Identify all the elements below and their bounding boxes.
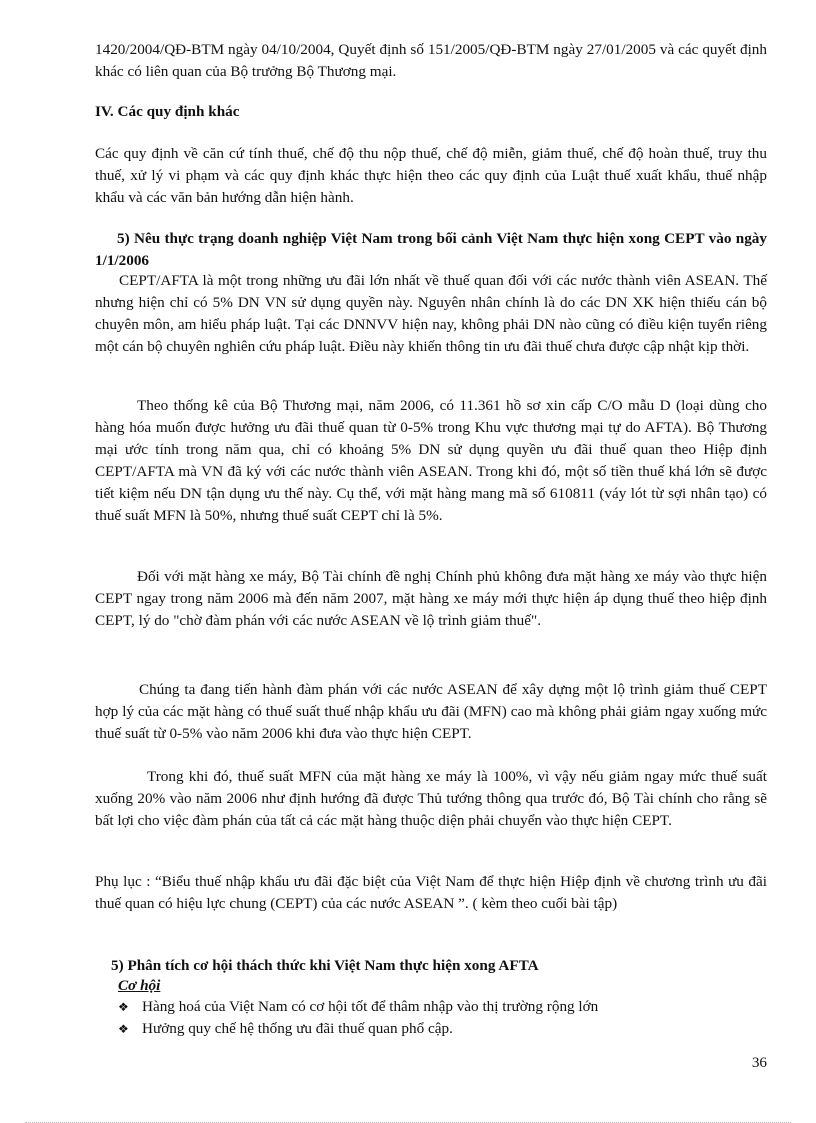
paragraph-motorcycles: Đối với mặt hàng xe máy, Bộ Tài chính đề nghị Chính phủ không đưa mặt hàng xe máy vào thực hiện CEPT ngay trong năm 2006 mà đến năm 2007, mặt hàng xe máy mới thực hiện áp dụng thuế theo hiệp định CEPT, lý do "chờ đàm phán với các nước ASEAN về lộ trình giảm thuế". xyxy=(95,568,767,629)
opportunity-list xyxy=(118,996,758,1040)
section-iv-heading: IV. Các quy định khác xyxy=(95,103,240,120)
diamond-bullet-icon: ❖ xyxy=(118,1000,129,1014)
opportunity-heading: Cơ hội xyxy=(118,977,161,994)
question5-heading: 5) Nêu thực trạng doanh nghiệp Việt Nam trong bối cảnh Việt Nam thực hiện xong CEPT vào ngày 1/1/2006 xyxy=(95,230,767,269)
intro-paragraph: 1420/2004/QĐ-BTM ngày 04/10/2004, Quyết định số 151/2005/QĐ-BTM ngày 27/01/2005 và các quyết định khác có liên quan của Bộ trưởng Bộ Thương mại. xyxy=(95,41,767,80)
diamond-bullet-icon: ❖ xyxy=(118,1022,129,1036)
bullet-text: Hàng hoá của Việt Nam có cơ hội tốt để thâm nhập vào thị trường rộng lớn xyxy=(142,998,599,1015)
paragraph-mfn-rate: Trong khi đó, thuế suất MFN của mặt hàng xe máy là 100%, vì vậy nếu giảm ngay mức thuế suất xuống 20% vào năm 2006 như định hướng đã được Thủ tướng thông qua trước đó, Bộ Tài chính cho rằng sẽ bất lợi cho việc đàm phán của tất cả các mặt hàng thuộc diện phải chuyển vào thực hiện CEPT. xyxy=(95,768,767,829)
list-item xyxy=(118,996,758,1018)
analysis-heading: 5) Phân tích cơ hội thách thức khi Việt Nam thực hiện xong AFTA xyxy=(111,957,539,974)
list-item xyxy=(118,1018,758,1040)
section-iv-paragraph: Các quy định về căn cứ tính thuế, chế độ thu nộp thuế, chế độ miễn, giảm thuế, chế độ hoàn thuế, truy thu thuế, xử lý vi phạm và các quy định khác thực hiện theo các quy định của Luật thuế xuất khẩu, thuế nhập khẩu và các văn bản hướng dẫn hiện hành. xyxy=(95,145,767,206)
paragraph-statistics: Theo thống kê của Bộ Thương mại, năm 2006, có 11.361 hồ sơ xin cấp C/O mẫu D (loại dùng cho hàng hóa muốn được hưởng ưu đãi thuế quan từ 0-5% trong Khu vực thương mại tự do AFTA). Bộ Thương mại ước tính trong năm qua, chỉ có khoảng 5% DN sử dụng quyền ưu đãi thuế quan theo Hiệp định CEPT/AFTA mà VN đã ký với các nước thành viên ASEAN. Trong khi đó, một số tiền thuế khá lớn sẽ được tiết kiệm nếu DN tận dụng ưu thế này. Cụ thể, với mặt hàng mang mã số 610811 (váy lót từ sợi nhân tạo) có thuế suất MFN là 50%, nhưng thuế suất CEPT chỉ là 5%. xyxy=(95,397,767,524)
page-number: 36 xyxy=(751,1054,767,1071)
paragraph-cept-afta: CEPT/AFTA là một trong những ưu đãi lớn nhất về thuế quan đối với các nước thành viên ASEAN. Thế nhưng hiện chỉ có 5% DN VN sử dụng quyền này. Nguyên nhân chính là do các DN XK hiện thiếu cán bộ chuyên môn, am hiểu pháp luật. Tại các DNNVV hiện nay, không phải DN nào cũng có điều kiện tuyển riêng một cán bộ chuyên nghiên cứu pháp luật. Điều này khiến thông tin ưu đãi thuế chưa được cập nhật kịp thời. xyxy=(95,272,767,355)
paragraph-negotiation: Chúng ta đang tiến hành đàm phán với các nước ASEAN để xây dựng một lộ trình giảm thuế CEPT hợp lý của các mặt hàng có thuế suất thuế nhập khẩu ưu đãi (MFN) cao mà không phải giảm ngay xuống mức thuế suất từ 0-5% vào năm 2006 khi đưa vào thực hiện CEPT. xyxy=(95,681,767,742)
bullet-text: Hưởng quy chế hệ thống ưu đãi thuế quan phổ cập. xyxy=(142,1020,453,1037)
appendix-paragraph: Phụ lục : “Biểu thuế nhập khẩu ưu đãi đặc biệt của Việt Nam để thực hiện Hiệp định về chương trình ưu đãi thuế quan có hiệu lực chung (CEPT) của các nước ASEAN ”. ( kèm theo cuối bài tập) xyxy=(95,873,767,912)
